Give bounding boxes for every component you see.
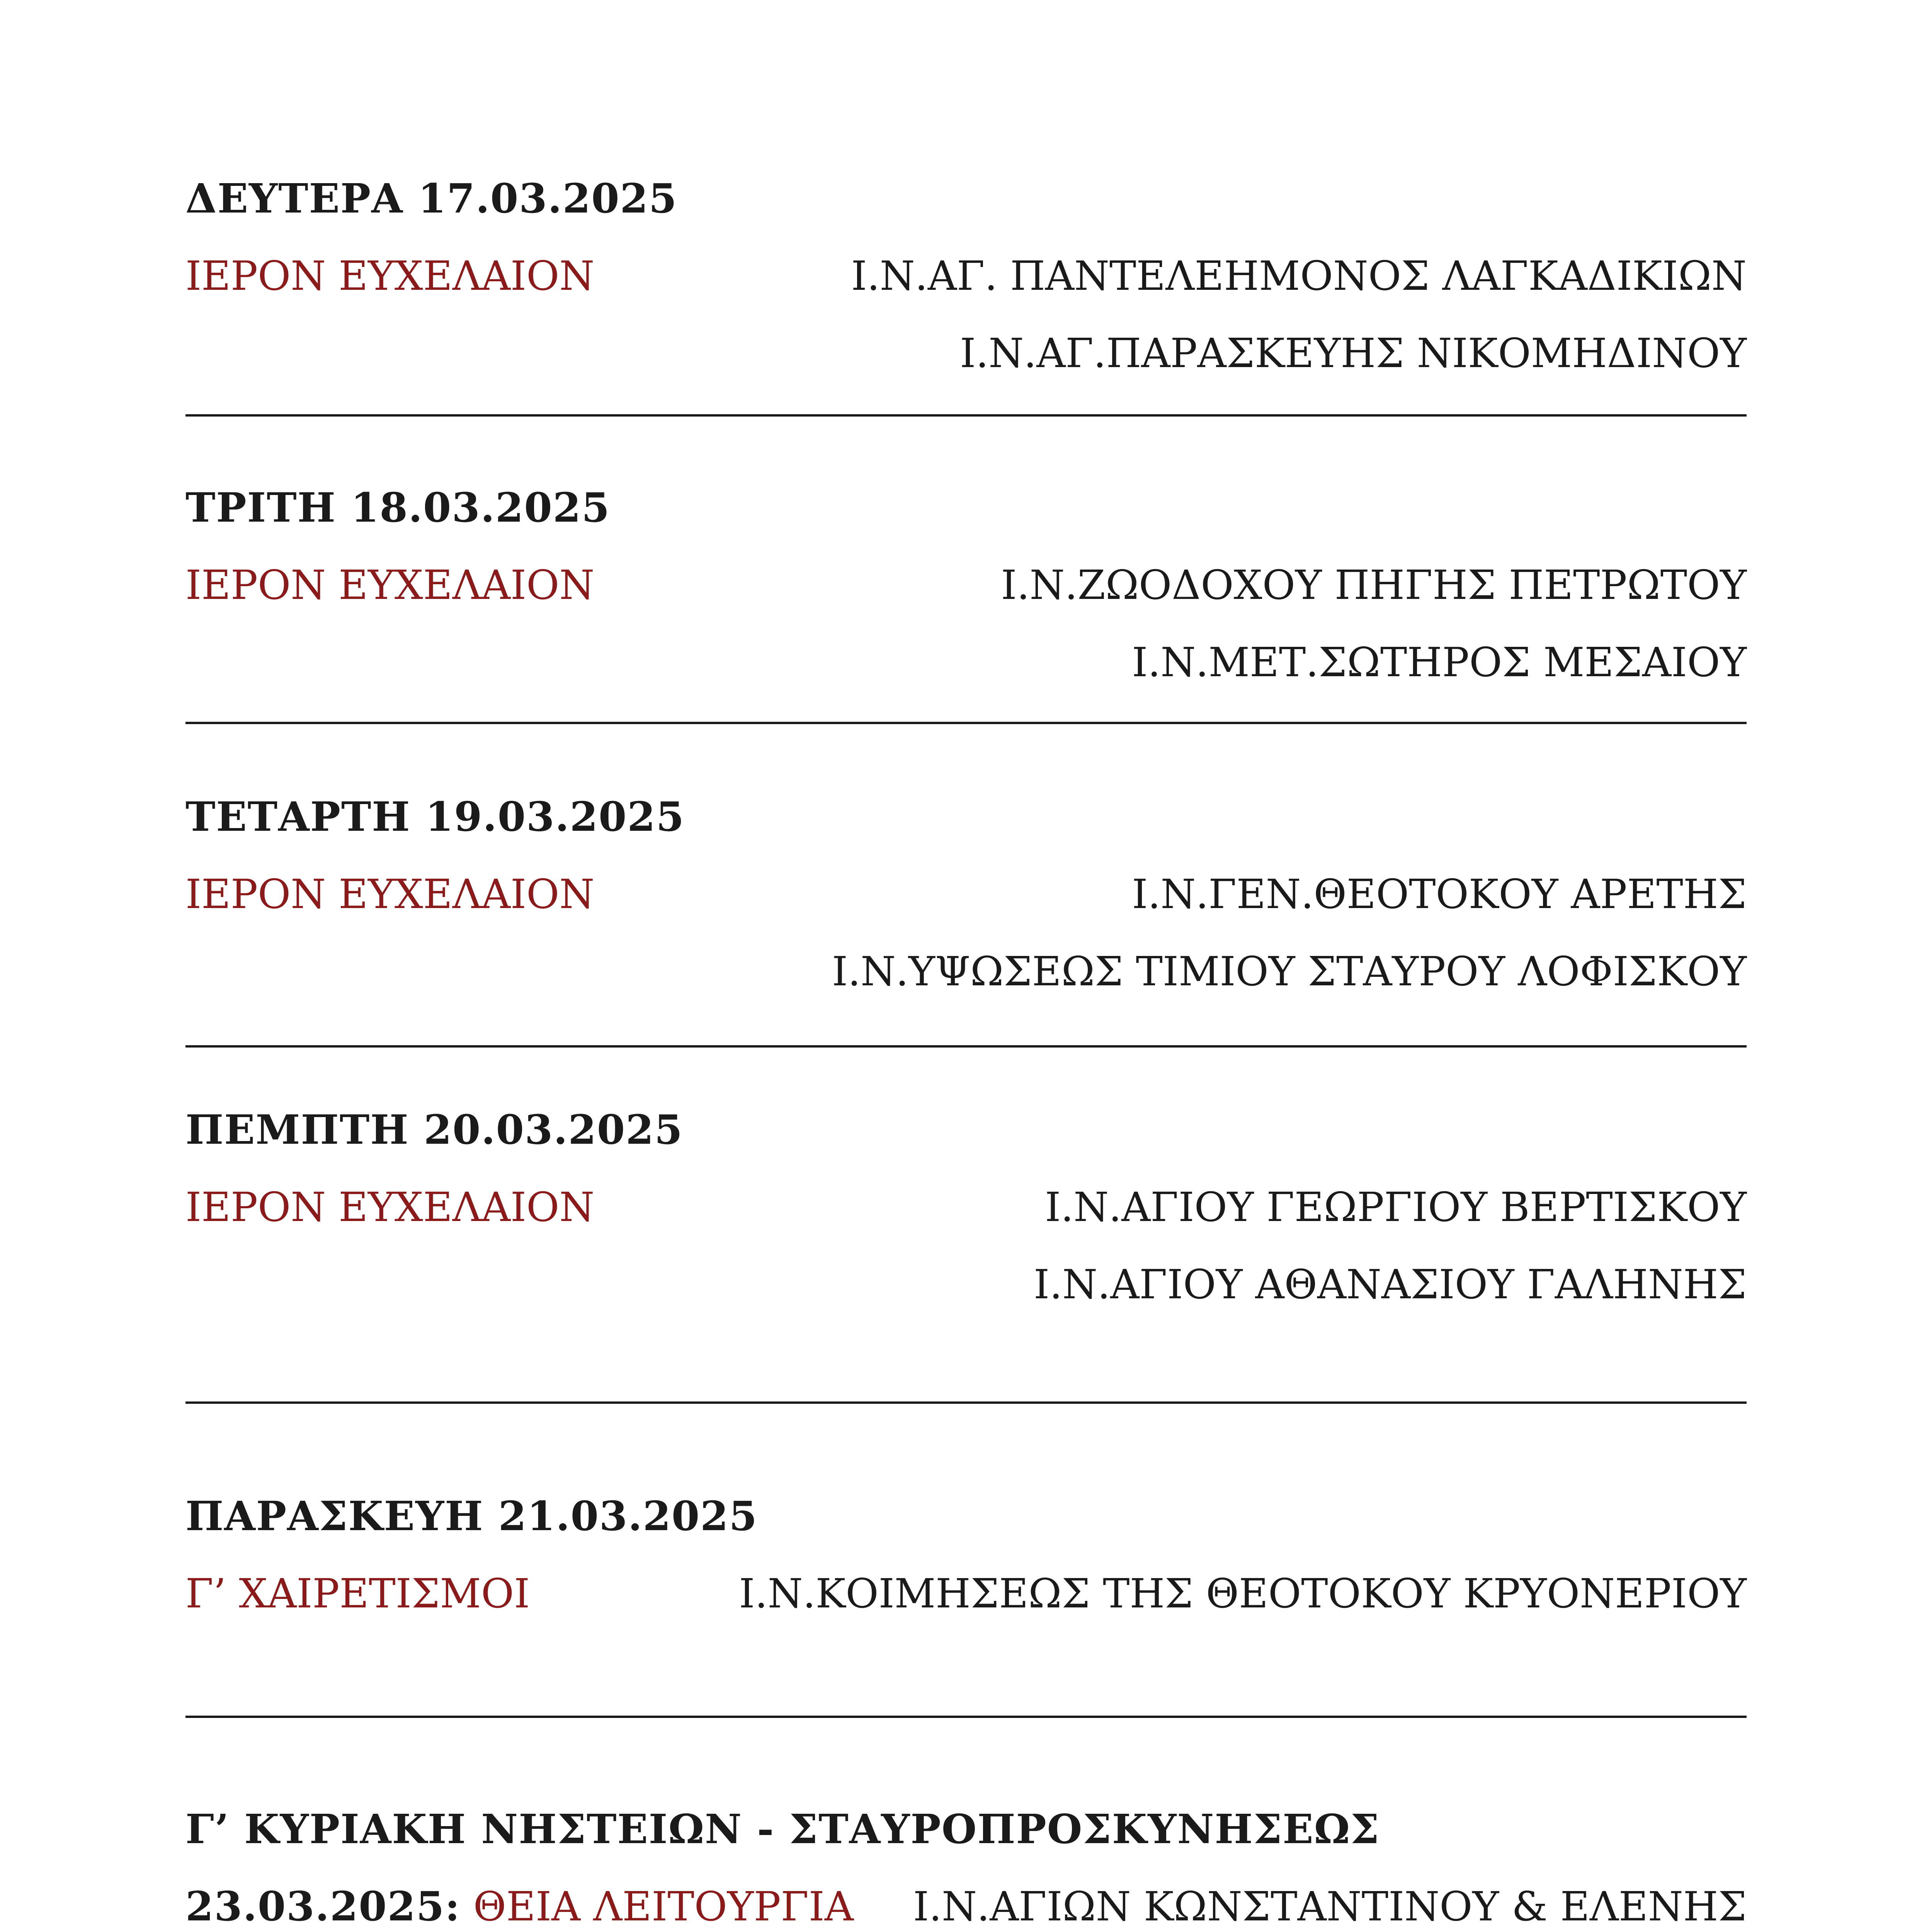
entry-service: Γ’ ΧΑΙΡΕΤΙΣΜΟΙ	[185, 1570, 530, 1617]
entry-heading: Γ’ ΚΥΡΙΑΚΗ ΝΗΣΤΕΙΩΝ - ΣΤΑΥΡΟΠΡΟΣΚΥΝΗΣΕΩΣ	[185, 1805, 1380, 1853]
entry-date-service	[185, 1883, 854, 1930]
entry-date: ΠΑΡΑΣΚΕΥΗ 21.03.2025	[185, 1492, 758, 1540]
entry-service: ΙΕΡΟΝ ΕΥΧΕΛΑΙΟΝ	[185, 252, 595, 299]
entry-church: Ι.Ν.ΓΕΝ.ΘΕΟΤΟΚΟΥ ΑΡΕΤΗΣ	[1132, 871, 1747, 918]
divider	[185, 1045, 1747, 1048]
divider	[185, 722, 1747, 724]
entry-church: Ι.Ν.ΖΩΟΔΟΧΟΥ ΠΗΓΗΣ ΠΕΤΡΩΤΟΥ	[1001, 561, 1747, 609]
entry-service: ΙΕΡΟΝ ΕΥΧΕΛΑΙΟΝ	[185, 561, 595, 609]
entry-church: Ι.Ν.ΑΓ. ΠΑΝΤΕΛΕΗΜΟΝΟΣ ΛΑΓΚΑΔΙΚΙΩΝ	[851, 252, 1747, 299]
divider	[185, 1716, 1747, 1718]
entry-church: Ι.Ν.ΚΟΙΜΗΣΕΩΣ ΤΗΣ ΘΕΟΤΟΚΟΥ ΚΡΥΟΝΕΡΙΟΥ	[739, 1570, 1747, 1617]
entry-date: ΔΕΥΤΕΡΑ 17.03.2025	[185, 175, 678, 222]
entry-church: Ι.Ν.ΑΓΙΩΝ ΚΩΝΣΤΑΝΤΙΝΟΥ & ΕΛΕΝΗΣ	[913, 1883, 1747, 1930]
entry-date: ΤΡΙΤΗ 18.03.2025	[185, 484, 611, 531]
entry-church: Ι.Ν.ΜΕΤ.ΣΩΤΗΡΟΣ ΜΕΣΑΙΟΥ	[1132, 639, 1747, 686]
entry-church: Ι.Ν.ΑΓΙΟΥ ΑΘΑΝΑΣΙΟΥ ΓΑΛΗΝΗΣ	[1034, 1261, 1747, 1308]
entry-service: ΙΕΡΟΝ ΕΥΧΕΛΑΙΟΝ	[185, 871, 595, 918]
entry-church: Ι.Ν.ΑΓ.ΠΑΡΑΣΚΕΥΗΣ ΝΙΚΟΜΗΔΙΝΟΥ	[960, 330, 1747, 377]
entry-church: Ι.Ν.ΑΓΙΟΥ ΓΕΩΡΓΙΟΥ ΒΕΡΤΙΣΚΟΥ	[1045, 1184, 1747, 1231]
entry-date: ΤΕΤΑΡΤΗ 19.03.2025	[185, 793, 685, 840]
entry-service: ΘΕΙΑ ΛΕΙΤΟΥΡΓΙΑ	[473, 1883, 854, 1930]
divider	[185, 1401, 1747, 1404]
entry-service: ΙΕΡΟΝ ΕΥΧΕΛΑΙΟΝ	[185, 1184, 595, 1231]
entry-date: 23.03.2025:	[185, 1883, 461, 1930]
divider	[185, 414, 1747, 417]
entry-church: Ι.Ν.ΥΨΩΣΕΩΣ ΤΙΜΙΟΥ ΣΤΑΥΡΟΥ ΛΟΦΙΣΚΟΥ	[832, 948, 1747, 995]
entry-date: ΠΕΜΠΤΗ 20.03.2025	[185, 1106, 683, 1153]
